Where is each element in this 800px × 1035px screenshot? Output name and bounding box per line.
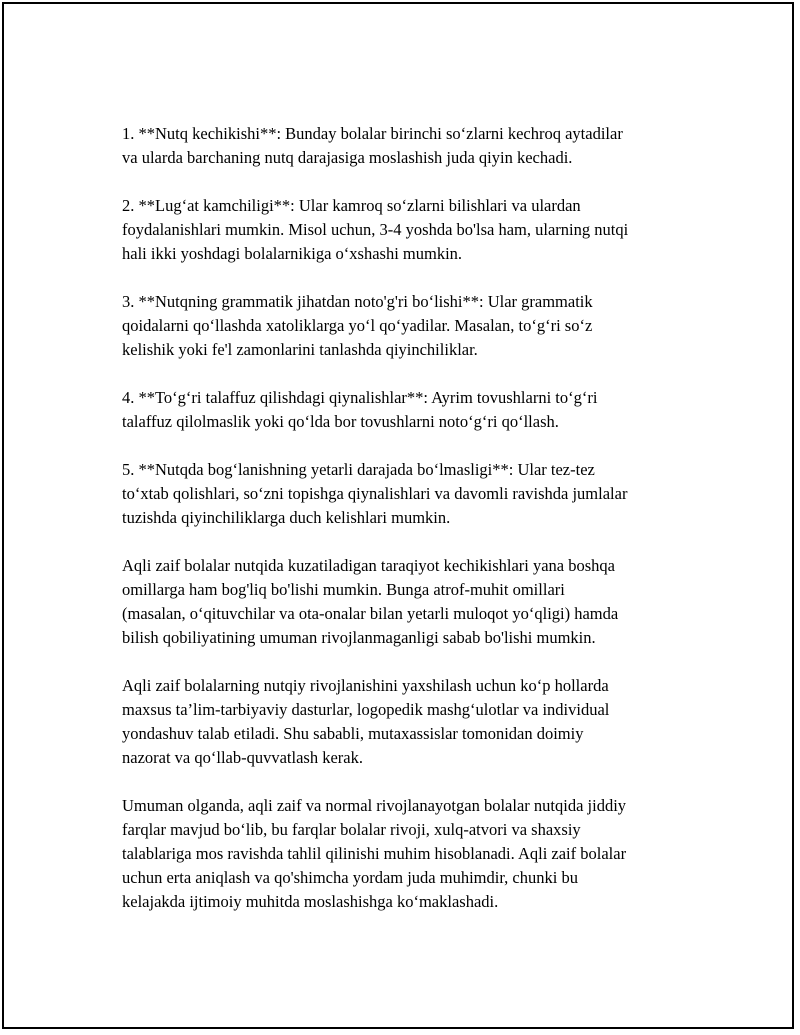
list-item-speech-delay: 1. **Nutq kechikishi**: Bunday bolalar birinchi so‘zlarni kechroq aytadilar va ularda barchaning nutq darajasiga moslashish juda qiyin kechadi. — [122, 124, 623, 167]
list-item-vocabulary-deficit: 2. **Lug‘at kamchiligi**: Ular kamroq so‘zlarni bilishlari va ulardan foydalanishlari mumkin. Misol uchun, 3-4 yoshda bo'lsa ham, ularning nutqi hali ikki yoshdagi bolalarnikiga o‘xshashi mumkin. — [122, 196, 629, 263]
list-item-grammar-errors: 3. **Nutqning grammatik jihatdan noto'g'ri bo‘lishi**: Ular grammatik qoidalarni qo‘llashda xatoliklarga yo‘l qo‘yadilar. Masalan, to‘g‘ri so‘z kelishik yoki fe'l zamonlarini tanlashda qiyinchiliklar. — [122, 292, 593, 359]
list-item-coherence-deficit: 5. **Nutqda bog‘lanishning yetarli darajada bo‘lmasligi**: Ular tez-tez to‘xtab qolishlari, so‘zni topishga qiynalishlari va davomli ravishda jumlalar tuzishda qiyinchiliklarga duch kelishlari mumkin. — [122, 460, 628, 527]
page-frame — [2, 2, 794, 1029]
paragraph-interventions: Aqli zaif bolalarning nutqiy rivojlanishini yaxshilash uchun ko‘p hollarda maxsus ta’lim-tarbiyaviy dasturlar, logopedik mashg‘ulotlar va individual yondashuv talab etiladi. Shu sababli, mutaxassislar tomonidan doimiy nazorat va qo‘llab-quvvatlash kerak. — [122, 676, 610, 767]
paragraph-contributing-factors: Aqli zaif bolalar nutqida kuzatiladigan taraqiyot kechikishlari yana boshqa omillarga ham bog'liq bo'lishi mumkin. Bunga atrof-muhit omillari (masalan, o‘qituvchilar va ota-onalar bilan yetarli muloqot yo‘qligi) hamda bilish qobiliyatining umuman rivojlanmaganligi sabab bo'lishi mumkin. — [122, 556, 619, 647]
document-body — [122, 122, 696, 914]
paragraph-conclusion: Umuman olganda, aqli zaif va normal rivojlanayotgan bolalar nutqida jiddiy farqlar mavjud bo‘lib, bu farqlar bolalar rivoji, xulq-atvori va shaxsiy talablariga mos ravishda tahlil qilinishi muhim hisoblanadi. Aqli zaif bolalar uchun erta aniqlash va qo'shimcha yordam juda muhimdir, chunki bu kelajakda ijtimoiy muhitda moslashishga ko‘maklashadi. — [122, 796, 627, 911]
list-item-pronunciation-difficulties: 4. **To‘g‘ri talaffuz qilishdagi qiynalishlar**: Ayrim tovushlarni to‘g‘ri talaffuz qilolmaslik yoki qo‘lda bor tovushlarni noto‘g‘ri qo‘llash. — [122, 388, 598, 431]
